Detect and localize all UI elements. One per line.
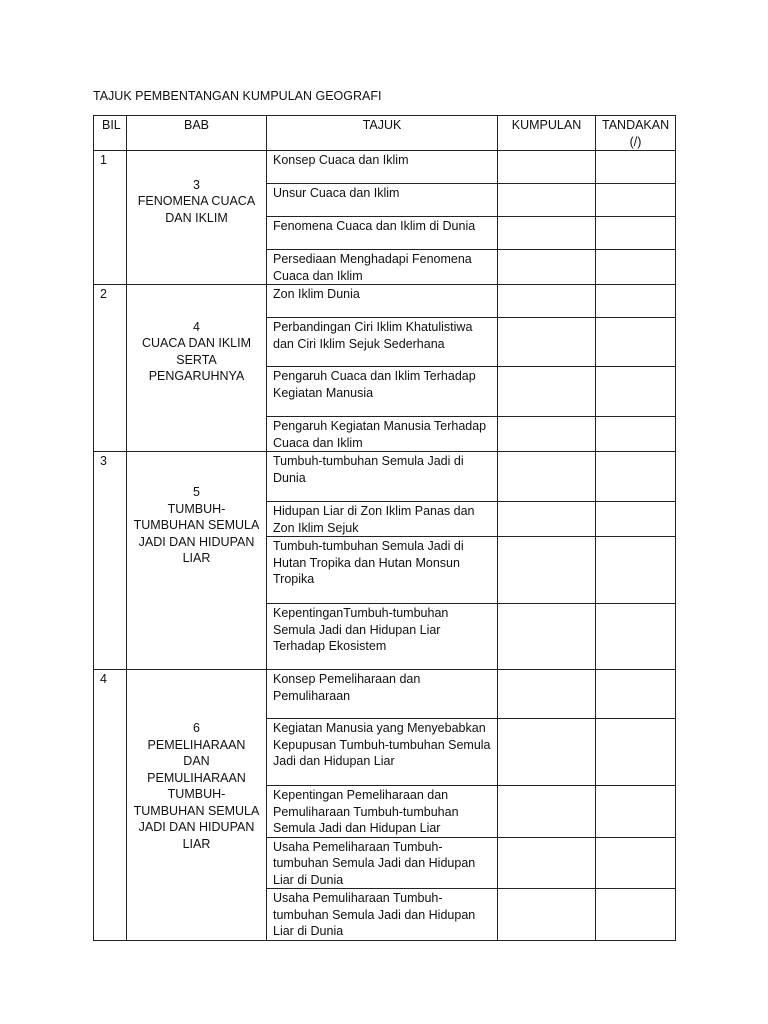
- kumpulan-cell[interactable]: [498, 250, 596, 285]
- topic-cell: Unsur Cuaca dan Iklim: [267, 184, 498, 217]
- kumpulan-cell[interactable]: [498, 318, 596, 367]
- bab-number: 4: [193, 319, 200, 334]
- kumpulan-cell[interactable]: [498, 502, 596, 537]
- topic-cell: Tumbuh-tumbuhan Semula Jadi di Dunia: [267, 452, 498, 502]
- header-bil: BIL: [94, 116, 127, 151]
- tandakan-cell[interactable]: [596, 151, 676, 184]
- tandakan-cell[interactable]: [596, 452, 676, 502]
- kumpulan-cell[interactable]: [498, 889, 596, 941]
- bab-cell: [127, 670, 267, 941]
- kumpulan-cell[interactable]: [498, 786, 596, 838]
- kumpulan-cell[interactable]: [498, 604, 596, 670]
- topic-cell: Konsep Cuaca dan Iklim: [267, 151, 498, 184]
- tandakan-cell[interactable]: [596, 837, 676, 889]
- tandakan-cell[interactable]: [596, 670, 676, 719]
- kumpulan-cell[interactable]: [498, 719, 596, 786]
- table-row: [94, 285, 676, 318]
- bab-number: 5: [193, 485, 200, 499]
- header-row: [94, 116, 676, 151]
- topic-cell: Hidupan Liar di Zon Iklim Panas dan Zon Iklim Sejuk: [267, 502, 498, 537]
- bab-cell: [127, 452, 267, 670]
- bil-cell: 1: [94, 151, 127, 285]
- tandakan-cell[interactable]: [596, 367, 676, 417]
- tandakan-cell[interactable]: [596, 502, 676, 537]
- topic-cell: Kegiatan Manusia yang Menyebabkan Kepupusan Tumbuh-tumbuhan Semula Jadi dan Hidupan Liar: [267, 719, 498, 786]
- kumpulan-cell[interactable]: [498, 184, 596, 217]
- topic-cell: Usaha Pemeliharaan Tumbuh-tumbuhan Semula Jadi dan Hidupan Liar di Dunia: [267, 837, 498, 889]
- topic-cell: KepentinganTumbuh-tumbuhan Semula Jadi dan Hidupan Liar Terhadap Ekosistem: [267, 604, 498, 670]
- topic-cell: Perbandingan Ciri Iklim Khatulistiwa dan Ciri Iklim Sejuk Sederhana: [267, 318, 498, 367]
- topic-cell: Pengaruh Kegiatan Manusia Terhadap Cuaca dan Iklim: [267, 417, 498, 452]
- tandakan-cell[interactable]: [596, 417, 676, 452]
- presentation-topics-table: [93, 115, 676, 941]
- topic-cell: Persediaan Menghadapi Fenomena Cuaca dan Iklim: [267, 250, 498, 285]
- topic-cell: Fenomena Cuaca dan Iklim di Dunia: [267, 217, 498, 250]
- kumpulan-cell[interactable]: [498, 837, 596, 889]
- bil-cell: 4: [94, 670, 127, 941]
- topic-cell: Pengaruh Cuaca dan Iklim Terhadap Kegiatan Manusia: [267, 367, 498, 417]
- bab-cell: [127, 151, 267, 285]
- topic-cell: Usaha Pemuliharaan Tumbuh-tumbuhan Semula Jadi dan Hidupan Liar di Dunia: [267, 889, 498, 941]
- kumpulan-cell[interactable]: [498, 670, 596, 719]
- topic-cell: Konsep Pemeliharaan dan Pemuliharaan: [267, 670, 498, 719]
- kumpulan-cell[interactable]: [498, 217, 596, 250]
- header-tandakan: TANDAKAN (/): [596, 116, 676, 151]
- header-kumpulan: KUMPULAN: [498, 116, 596, 151]
- bab-name: FENOMENA CUACA DAN IKLIM: [137, 194, 256, 225]
- kumpulan-cell[interactable]: [498, 537, 596, 604]
- bab-name: TUMBUH-TUMBUHAN SEMULA JADI DAN HIDUPAN LIAR: [133, 501, 260, 565]
- bil-cell: 2: [94, 285, 127, 452]
- tandakan-cell[interactable]: [596, 318, 676, 367]
- tandakan-cell[interactable]: [596, 786, 676, 838]
- header-tajuk: TAJUK: [267, 116, 498, 151]
- table-row: [94, 452, 676, 502]
- tandakan-cell[interactable]: [596, 537, 676, 604]
- topic-cell: Kepentingan Pemeliharaan dan Pemuliharaan Tumbuh-tumbuhan Semula Jadi dan Hidupan Liar: [267, 786, 498, 838]
- kumpulan-cell[interactable]: [498, 417, 596, 452]
- topic-cell: Tumbuh-tumbuhan Semula Jadi di Hutan Tropika dan Hutan Monsun Tropika: [267, 537, 498, 604]
- kumpulan-cell[interactable]: [498, 285, 596, 318]
- tandakan-cell[interactable]: [596, 889, 676, 941]
- bab-name: CUACA DAN IKLIM SERTA PENGARUHNYA: [141, 336, 252, 383]
- tandakan-cell[interactable]: [596, 184, 676, 217]
- bab-number: 6: [193, 721, 200, 735]
- page-title: TAJUK PEMBENTANGAN KUMPULAN GEOGRAFI: [93, 89, 382, 103]
- kumpulan-cell[interactable]: [498, 151, 596, 184]
- kumpulan-cell[interactable]: [498, 367, 596, 417]
- tandakan-cell[interactable]: [596, 250, 676, 285]
- tandakan-cell[interactable]: [596, 217, 676, 250]
- bil-cell: 3: [94, 452, 127, 670]
- tandakan-cell[interactable]: [596, 285, 676, 318]
- bab-name: PEMELIHARAAN DAN PEMULIHARAAN TUMBUH-TUMBUHAN SEMULA JADI DAN HIDUPAN LIAR: [133, 737, 260, 851]
- kumpulan-cell[interactable]: [498, 452, 596, 502]
- table-row: [94, 151, 676, 184]
- header-bab: BAB: [127, 116, 267, 151]
- bab-number: 3: [193, 177, 200, 192]
- tandakan-cell[interactable]: [596, 604, 676, 670]
- bab-cell: [127, 285, 267, 452]
- topic-cell: Zon Iklim Dunia: [267, 285, 498, 318]
- table-row: [94, 670, 676, 719]
- tandakan-cell[interactable]: [596, 719, 676, 786]
